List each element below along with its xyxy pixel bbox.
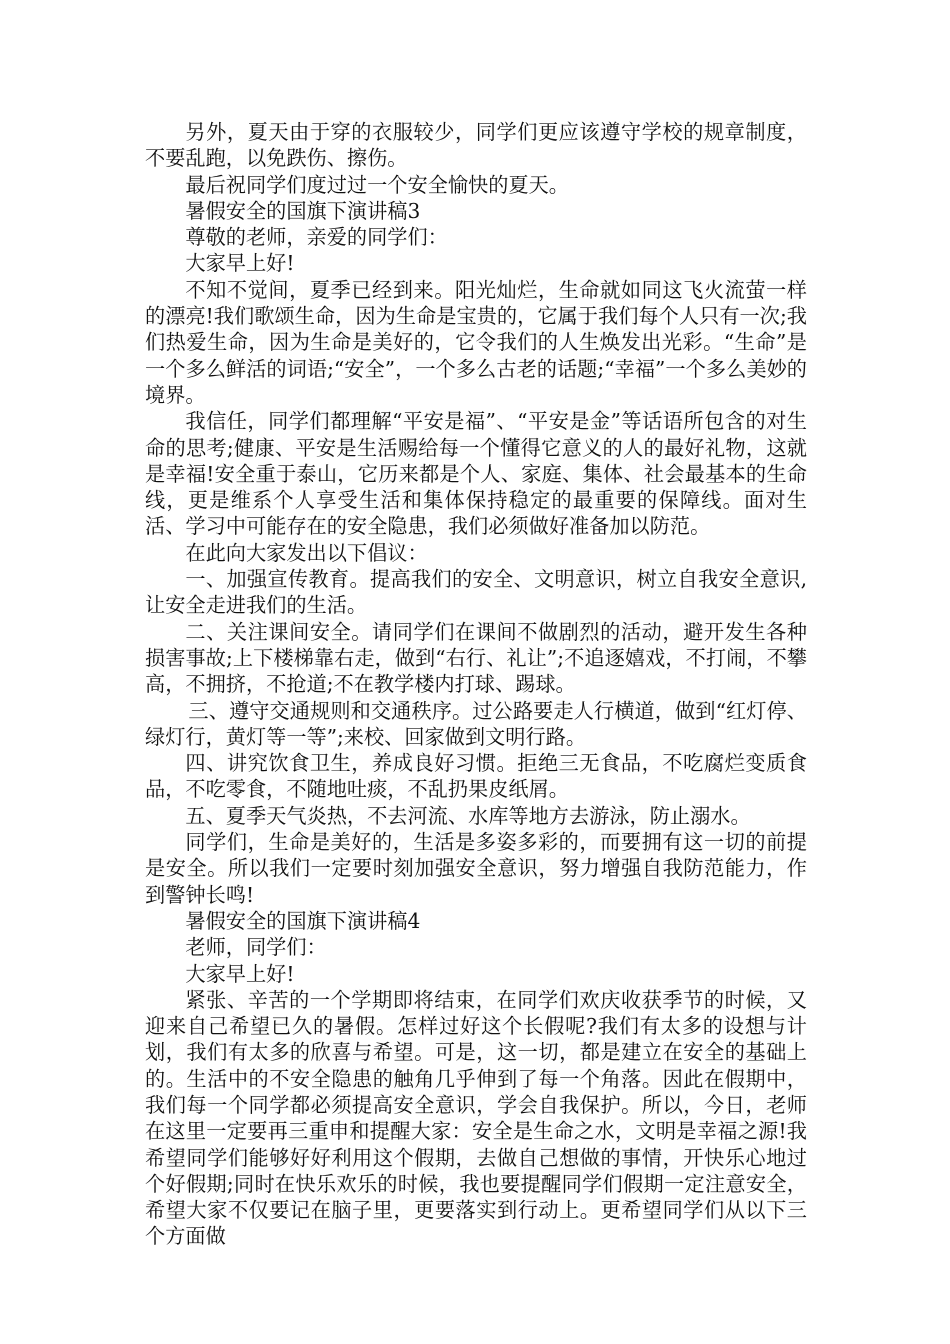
paragraph: 在此向大家发出以下倡议： [185, 540, 428, 565]
document-body [145, 119, 807, 1250]
list-item: 一、加强宣传教育。提高我们的安全、文明意识，树立自我安全意识,让安全走进我们的生活。 [145, 567, 807, 618]
paragraph: 我信任，同学们都理解“平安是福”、“平安是金”等话语所包含的对生命的思考;健康、平安是生活赐给每一个懂得它意义的人的最好礼物，这就是幸福!安全重于泰山，它历来都是个人、家庭、集体、社会最基本的生命线，更是维系个人享受生活和集体保持稳定的最重要的保障线。面对生活、学习中可能存在的安全隐患，我们必须做好准备加以防范。 [145, 409, 807, 539]
salutation: 尊敬的老师，亲爱的同学们： [185, 225, 448, 250]
paragraph: 不知不觉间，夏季已经到来。阳光灿烂，生命就如同这飞火流萤一样的漂亮!我们歌颂生命，因为生命是宝贵的，它属于我们每个人只有一次;我们热爱生命，因为生命是美好的，它令我们的人生焕发出光彩。“生命”是一个多么鲜活的词语;“安全”，一个多么古老的话题;“幸福”一个多么美妙的境界。 [145, 277, 807, 407]
list-item: 三、遵守交通规则和交通秩序。过公路要走人行横道，做到“红灯停、绿灯行，黄灯等一等”;来校、回家做到文明行路。 [145, 698, 807, 749]
paragraph: 紧张、辛苦的一个学期即将结束，在同学们欢庆收获季节的时候，又迎来自己希望已久的暑假。怎样过好这个长假呢?我们有太多的设想与计划，我们有太多的欣喜与希望。可是，这一切，都是建立在安全的基础上的。生活中的不安全隐患的触角几乎伸到了每一个角落。因此在假期中，我们每一个同学都必须提高安全意识，学会自我保护。所以，今日，老师在这里一定要再三重申和提醒大家：安全是生命之水，文明是幸福之源!我希望同学们能够好好利用这个假期，去做自己想做的事情，开快乐心地过个好假期;同时在快乐欢乐的时候，我也要提醒同学们假期一定注意安全，希望大家不仅要记在脑子里，更要落实到行动上。更希望同学们从以下三个方面做 [145, 987, 807, 1249]
paragraph: 最后祝同学们度过过一个安全愉快的夏天。 [185, 172, 569, 197]
list-item: 四、讲究饮食卫生，养成良好习惯。拒绝三无食品，不吃腐烂变质食品，不吃零食，不随地吐痰，不乱扔果皮纸屑。 [145, 751, 807, 802]
list-item: 二、关注课间安全。请同学们在课间不做剧烈的活动，避开发生各种损害事故;上下楼梯靠右走，做到“右行、礼让”;不追逐嬉戏，不打闹，不攀高，不拥挤，不抢道;不在教学楼内打球、踢球。 [145, 619, 807, 697]
section-heading: 暑假安全的国旗下演讲稿4 [185, 908, 421, 933]
paragraph: 同学们，生命是美好的，生活是多姿多彩的，而要拥有这一切的前提是安全。所以我们一定要时刻加强安全意识，努力增强自我防范能力，作到警钟长鸣! [145, 830, 807, 907]
greeting: 大家早上好! [185, 961, 295, 986]
paragraph: 另外，夏天由于穿的衣服较少，同学们更应该遵守学校的规章制度，不要乱跑，以免跌伤、擦伤。 [145, 120, 807, 171]
salutation: 老师，同学们： [185, 935, 327, 960]
list-item: 五、夏季天气炎热，不去河流、水库等地方去游泳，防止溺水。 [185, 803, 751, 828]
greeting: 大家早上好! [185, 251, 295, 276]
section-heading: 暑假安全的国旗下演讲稿3 [185, 198, 421, 223]
